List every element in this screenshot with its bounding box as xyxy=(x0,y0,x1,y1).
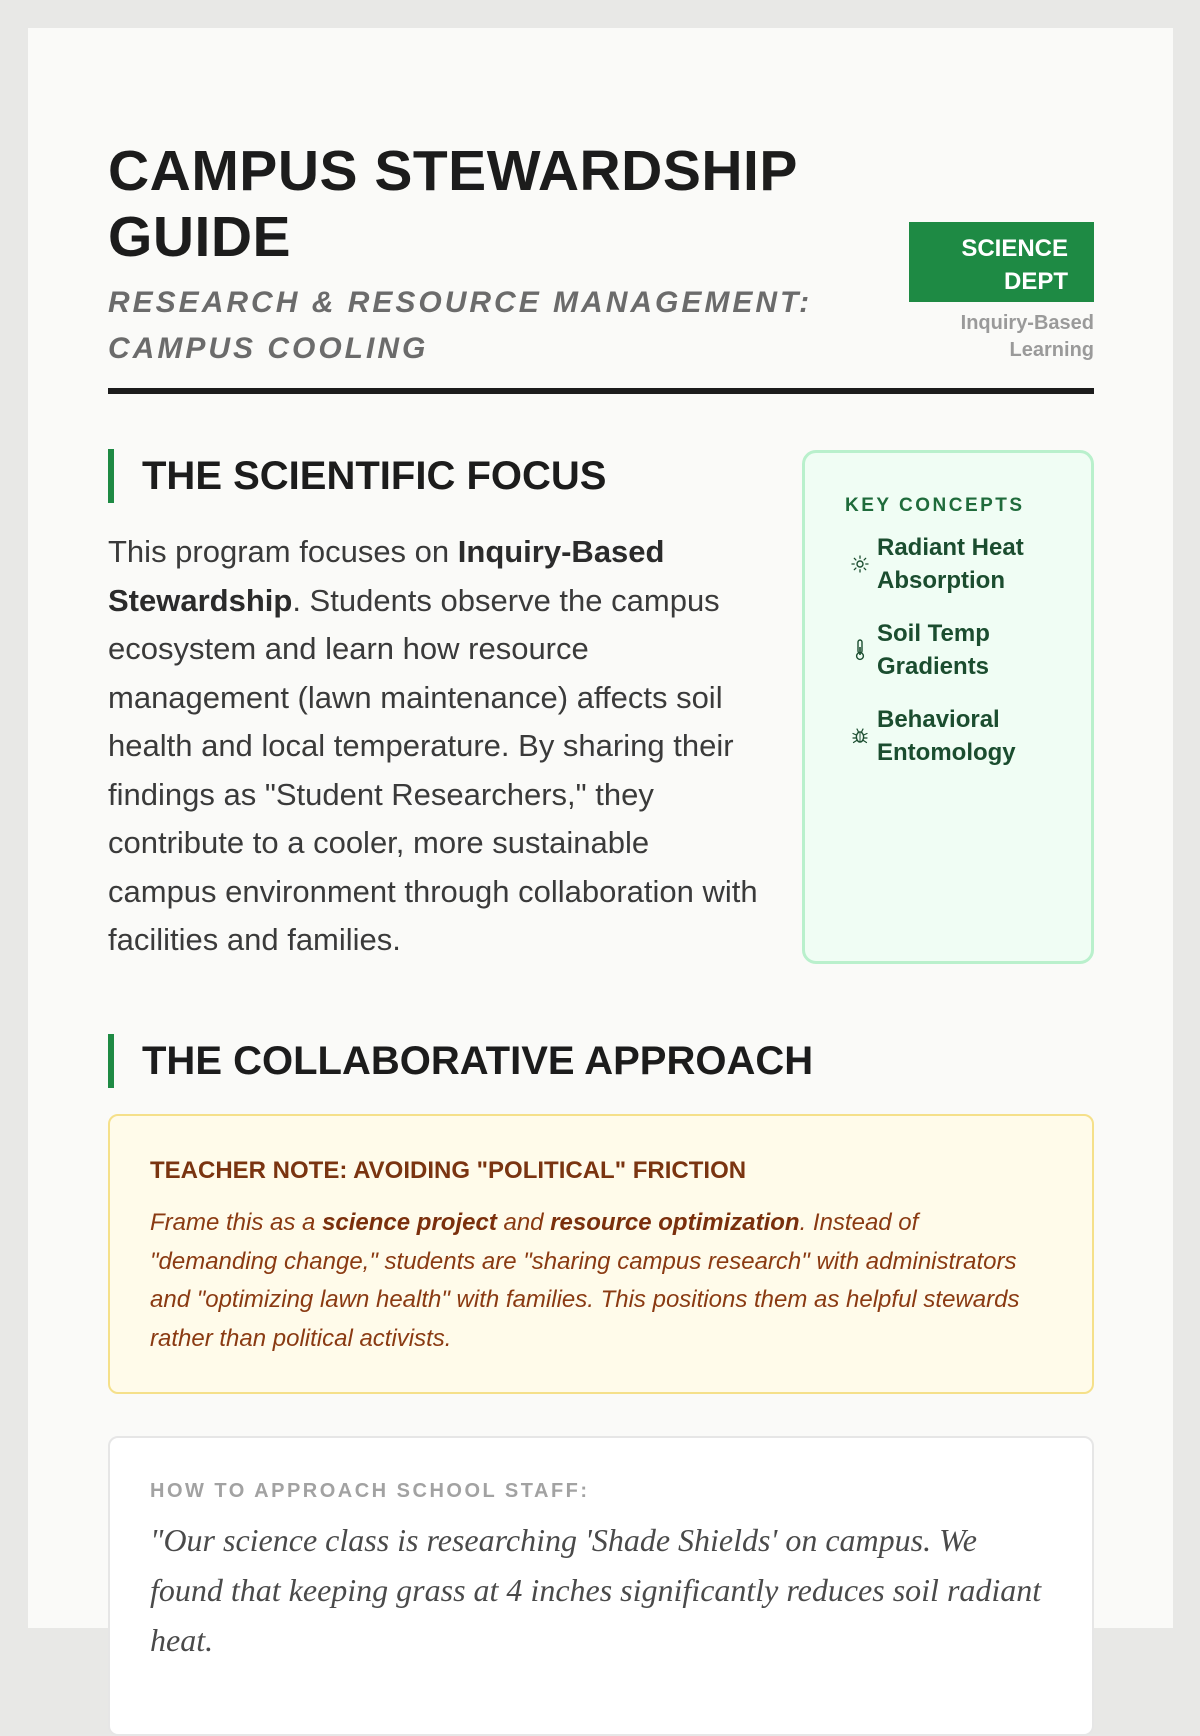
page-subtitle: RESEARCH & RESOURCE MANAGEMENT: CAMPUS COOLING xyxy=(108,286,813,365)
key-concepts-panel xyxy=(802,450,1094,964)
staff-approach-card xyxy=(108,1436,1094,1736)
focus-body: . Students observe the campus ecosystem and learn how resource management (lawn maintenance) affects soil health and local temperature. By sharing their findings as "Student Researchers," they contribute to a cooler, more sustainable campus environment through collaboration with facilities and families. xyxy=(108,582,758,957)
teacher-note-body xyxy=(150,1204,1052,1358)
concept-item xyxy=(845,531,1091,597)
focus-intro: This program focuses on xyxy=(108,534,458,569)
focus-paragraph xyxy=(108,528,758,965)
concept-label: Behavioral Entomology xyxy=(877,706,1016,766)
section-heading-collaborative-approach: THE COLLABORATIVE APPROACH xyxy=(108,1034,813,1088)
concept-item xyxy=(845,617,1091,683)
staff-approach-label: HOW TO APPROACH SCHOOL STAFF: xyxy=(150,1480,590,1502)
header-divider xyxy=(108,388,1094,394)
teacher-note xyxy=(108,1114,1094,1394)
staff-approach-quote: "Our science class is researching 'Shade Shields' on campus. We found that keeping grass at 4 inches significantly reduces soil radiant heat. xyxy=(150,1522,1042,1658)
teacher-note-title: TEACHER NOTE: AVOIDING "POLITICAL" FRICTION xyxy=(150,1157,747,1184)
thermometer-icon xyxy=(845,635,875,665)
concept-label: Radiant Heat Absorption xyxy=(877,534,1024,594)
bug-icon xyxy=(845,721,875,751)
dept-subtext: Inquiry-Based Learning xyxy=(960,312,1094,361)
key-concepts-title: KEY CONCEPTS xyxy=(845,495,1025,516)
concept-item xyxy=(845,703,1091,769)
section-heading-scientific-focus: THE SCIENTIFIC FOCUS xyxy=(108,449,606,503)
note-text: and xyxy=(496,1209,551,1236)
dept-badge: SCIENCE DEPT xyxy=(909,222,1094,302)
sun-icon xyxy=(845,549,875,579)
focus-emphasis: Inquiry-Based Stewardship xyxy=(108,534,665,618)
note-text: Frame this as a xyxy=(150,1209,323,1236)
page-header xyxy=(108,138,1094,393)
note-emphasis: science project xyxy=(322,1209,497,1236)
concept-label: Soil Temp Gradients xyxy=(877,620,990,680)
note-emphasis: resource optimization xyxy=(550,1209,800,1236)
guide-page xyxy=(28,28,1173,1658)
page-title: CAMPUS STEWARDSHIP GUIDE xyxy=(108,139,797,269)
note-text: . Instead of "demanding change," students are "sharing campus research" with administrators and "optimizing lawn health" with families. This positions them as helpful stewards rather than political activists. xyxy=(150,1209,1020,1352)
